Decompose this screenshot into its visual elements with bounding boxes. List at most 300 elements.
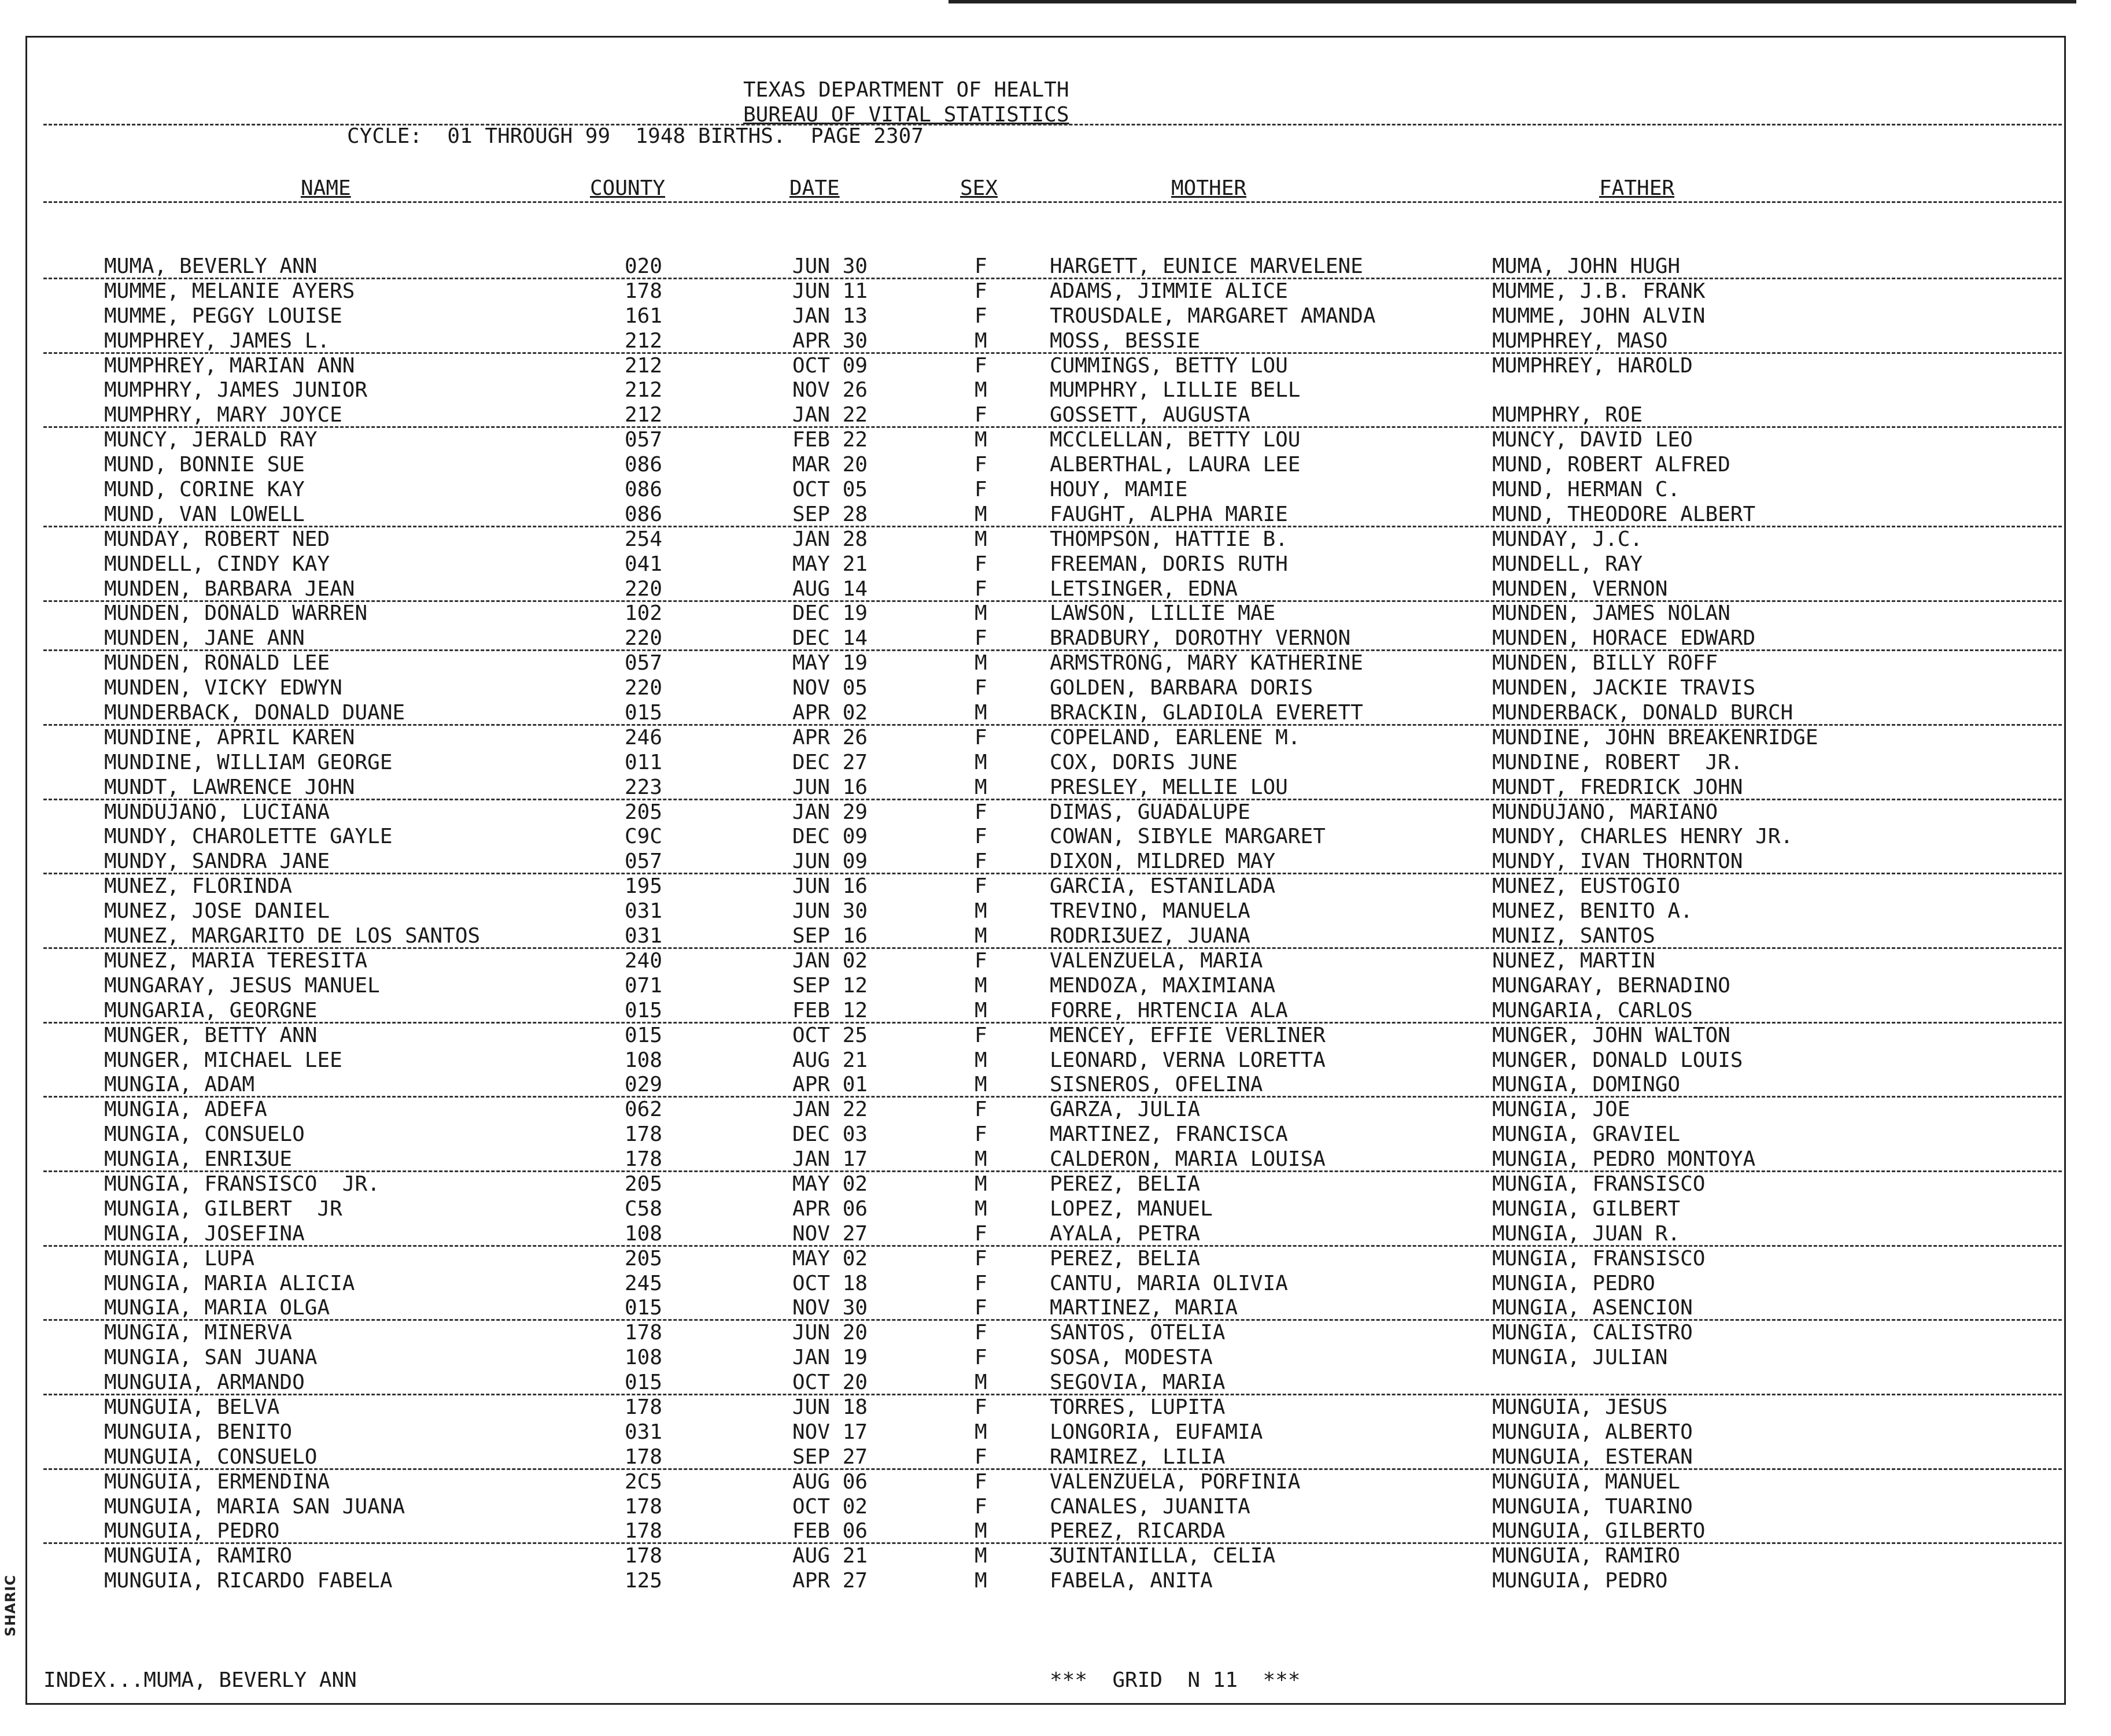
cell-mother: PRESLEY, MELLIE LOU [1050,775,1288,799]
cell-date: FEB 12 [792,998,868,1022]
cell-name: MUNDAY, ROBERT NED [104,527,330,551]
cell-mother: ARMSTRONG, MARY KATHERINE [1050,651,1363,675]
table-row [0,899,2111,924]
cell-date: AUG 14 [792,577,868,601]
cell-mother: CANALES, JUANITA [1050,1494,1250,1519]
cell-county: 011 [625,750,663,774]
table-row [0,403,2111,428]
cell-name: MUNDERBACK, DONALD DUANE [104,701,405,725]
cell-father: MUNGUIA, JESUS [1492,1395,1668,1419]
cell-county: 108 [625,1346,663,1370]
cell-name: MUMPHRY, JAMES JUNIOR [104,378,368,402]
table-row [0,651,2111,676]
cell-sex: F [975,874,987,899]
cell-date: FEB 06 [792,1519,868,1543]
table-row [0,1321,2111,1346]
cell-father: MUNGIA, PEDRO [1492,1271,1655,1295]
cell-county: 015 [625,1371,663,1395]
cell-date: JUN 18 [792,1395,868,1419]
cell-father: MUNDT, FREDRICK JOHN [1492,775,1743,799]
cell-sex: F [975,279,987,303]
table-row [0,1098,2111,1122]
cell-county: 178 [625,1122,663,1147]
cell-father: MUMA, JOHN HUGH [1492,254,1681,278]
cell-sex: M [975,775,987,799]
cell-mother: THOMPSON, HATTIE B. [1050,527,1288,551]
cell-county: 195 [625,874,663,899]
table-row [0,1147,2111,1172]
table-row [0,254,2111,279]
cell-sex: M [975,899,987,924]
cell-mother: FREEMAN, DORIS RUTH [1050,552,1288,576]
column-header-mother: MOTHER [1171,176,1247,200]
cell-county: 057 [625,849,663,874]
cell-mother: AYALA, PETRA [1050,1221,1201,1246]
cell-sex: M [975,1196,987,1221]
table-row [0,1569,2111,1594]
cell-father: MUNGIA, FRANSISCO [1492,1172,1706,1196]
cell-name: MUMPHREY, JAMES L. [104,328,330,353]
cell-father: MUNDERBACK, DONALD BURCH [1492,701,1793,725]
cell-county: 015 [625,1023,663,1047]
cell-name: MUNGIA, ENRIƷUE [104,1147,293,1172]
cell-county: 220 [625,577,663,601]
cell-county: 223 [625,775,663,799]
table-row [0,1222,2111,1247]
cell-mother: PEREZ, BELIA [1050,1172,1201,1196]
cell-sex: F [975,849,987,874]
top-edge-rule [949,0,2076,3]
cell-date: JUN 20 [792,1321,868,1345]
cell-sex: M [975,651,987,675]
cell-county: 086 [625,453,663,477]
cell-mother: BRADBURY, DOROTHY VERNON [1050,626,1351,651]
records-table [0,254,2111,1594]
cell-father: MUND, HERMAN C. [1492,478,1681,502]
table-row [0,378,2111,403]
cell-name: MUNEZ, FLORINDA [104,874,293,899]
cell-father: MUNIZ, SANTOS [1492,924,1655,948]
cell-sex: M [975,502,987,526]
cell-mother: ALBERTHAL, LAURA LEE [1050,453,1301,477]
cell-date: DEC 03 [792,1122,868,1147]
column-header-county: COUNTY [590,176,666,200]
cell-mother: RAMIREZ, LILIA [1050,1445,1226,1469]
cell-date: APR 30 [792,328,868,353]
cell-mother: MARTINEZ, MARIA [1050,1296,1238,1320]
cell-date: JAN 29 [792,800,868,824]
cell-sex: F [975,353,987,378]
cell-name: MUNGUIA, PEDRO [104,1519,280,1543]
cell-sex: M [975,1569,987,1593]
cell-name: MUNGARAY, JESUS MANUEL [104,973,380,998]
cell-county: 108 [625,1221,663,1246]
cell-name: MUNDEN, JANE ANN [104,626,305,651]
cell-mother: SEGOVIA, MARIA [1050,1371,1226,1395]
cell-name: MUNDY, SANDRA JANE [104,849,330,874]
cell-sex: F [975,1346,987,1370]
table-row [0,1073,2111,1098]
table-row [0,354,2111,379]
cell-sex: M [975,1420,987,1444]
cell-date: OCT 20 [792,1371,868,1395]
cell-name: MUNGIA, FRANSISCO JR. [104,1172,380,1196]
cell-sex: F [975,800,987,824]
cell-name: MUNDT, LAWRENCE JOHN [104,775,355,799]
table-row [0,1544,2111,1569]
cell-date: APR 06 [792,1196,868,1221]
column-header-divider [43,201,2062,203]
cell-sex: F [975,304,987,328]
cell-sex: F [975,478,987,502]
table-row [0,1470,2111,1495]
cell-mother: SISNEROS, OFELINA [1050,1073,1263,1097]
cell-county: 2C5 [625,1469,663,1494]
cell-mother: MOSS, BESSIE [1050,328,1201,353]
cell-date: APR 01 [792,1073,868,1097]
cell-county: 178 [625,1147,663,1172]
table-row [0,329,2111,354]
cell-date: APR 26 [792,725,868,749]
cell-sex: F [975,825,987,849]
cell-county: 020 [625,254,663,278]
cell-father: MUNGIA, ASENCION [1492,1296,1693,1320]
cell-mother: DIMAS, GUADALUPE [1050,800,1250,824]
cell-sex: F [975,254,987,278]
cell-county: 057 [625,428,663,452]
column-header-father: FATHER [1599,176,1675,200]
cell-date: JAN 28 [792,527,868,551]
cell-county: 212 [625,378,663,402]
cell-county: 220 [625,676,663,700]
cell-date: JUN 11 [792,279,868,303]
cell-father: MUNDEN, HORACE EDWARD [1492,626,1756,651]
cell-county: 212 [625,328,663,353]
cell-sex: F [975,1246,987,1270]
cell-name: MUNGIA, ADAM [104,1073,255,1097]
cell-mother: TROUSDALE, MARGARET AMANDA [1050,304,1376,328]
cell-father: MUNGUIA, ALBERTO [1492,1420,1693,1444]
table-row [0,726,2111,751]
cell-sex: F [975,1221,987,1246]
table-row [0,626,2111,651]
cell-date: JAN 22 [792,1098,868,1122]
cell-father: MUNGER, DONALD LOUIS [1492,1048,1743,1072]
cell-name: MUMPHRY, MARY JOYCE [104,403,342,427]
cell-county: C9C [625,825,663,849]
cell-mother: FABELA, ANITA [1050,1569,1213,1593]
cell-date: JAN 19 [792,1346,868,1370]
cell-father: MUNDY, CHARLES HENRY JR. [1492,825,1793,849]
cell-name: MUNEZ, MARGARITO DE LOS SANTOS [104,924,481,948]
cell-mother: SOSA, MODESTA [1050,1346,1213,1370]
cell-name: MUND, VAN LOWELL [104,502,305,526]
cell-name: MUMME, MELANIE AYERS [104,279,355,303]
cell-county: 086 [625,502,663,526]
cell-mother: CANTU, MARIA OLIVIA [1050,1271,1288,1295]
cell-date: NOV 26 [792,378,868,402]
cell-date: SEP 27 [792,1445,868,1469]
cell-name: MUNGIA, LUPA [104,1246,255,1270]
cell-father: MUNDINE, ROBERT JR. [1492,750,1743,774]
cell-date: JUN 30 [792,254,868,278]
table-row [0,453,2111,478]
cell-county: C58 [625,1196,663,1221]
cell-name: MUNGIA, CONSUELO [104,1122,305,1147]
cell-mother: PEREZ, RICARDA [1050,1519,1226,1543]
cell-name: MUNGIA, ADEFA [104,1098,267,1122]
cell-date: APR 02 [792,701,868,725]
cell-sex: F [975,676,987,700]
table-row [0,800,2111,825]
cell-mother: DIXON, MILDRED MAY [1050,849,1276,874]
cell-mother: LONGORIA, EUFAMIA [1050,1420,1263,1444]
cell-name: MUMA, BEVERLY ANN [104,254,318,278]
table-row [0,751,2111,775]
cell-father: MUNDEN, VERNON [1492,577,1668,601]
cell-name: MUNGARIA, GEORGNE [104,998,318,1022]
cell-father: MUNDEN, BILLY ROFF [1492,651,1718,675]
cell-date: MAR 20 [792,453,868,477]
cell-date: APR 27 [792,1569,868,1593]
cell-mother: MUMPHRY, LILLIE BELL [1050,378,1301,402]
cell-sex: M [975,1519,987,1543]
cell-father: MUNDAY, J.C. [1492,527,1643,551]
cell-date: DEC 09 [792,825,868,849]
table-row [0,1395,2111,1420]
table-row [0,874,2111,899]
table-row [0,974,2111,999]
cell-mother: FAUGHT, ALPHA MARIE [1050,502,1288,526]
cell-date: SEP 28 [792,502,868,526]
cell-name: MUNGUIA, RICARDO FABELA [104,1569,393,1593]
table-row [0,924,2111,949]
cell-name: MUNDEN, VICKY EDWYN [104,676,342,700]
cell-father: NUNEZ, MARTIN [1492,948,1655,973]
cell-date: MAY 02 [792,1172,868,1196]
cell-mother: LAWSON, LILLIE MAE [1050,601,1276,626]
cell-father: MUNGARAY, BERNADINO [1492,973,1730,998]
cell-sex: M [975,1172,987,1196]
cell-father: MUMME, J.B. FRANK [1492,279,1706,303]
cell-county: 205 [625,1172,663,1196]
cell-father: MUMPHREY, MASO [1492,328,1668,353]
table-row [0,1122,2111,1147]
table-row [0,1197,2111,1222]
cell-father: MUNGIA, JUAN R. [1492,1221,1681,1246]
table-row [0,478,2111,503]
cell-name: MUNGIA, MINERVA [104,1321,293,1345]
cell-name: MUNGIA, SAN JUANA [104,1346,318,1370]
cell-mother: LETSINGER, EDNA [1050,577,1238,601]
cell-sex: F [975,403,987,427]
cell-sex: F [975,1494,987,1519]
cell-name: MUND, BONNIE SUE [104,453,305,477]
cell-sex: M [975,750,987,774]
cell-name: MUNDUJANO, LUCIANA [104,800,330,824]
cell-father: MUNGIA, GILBERT [1492,1196,1681,1221]
cell-father: MUNEZ, EUSTOGIO [1492,874,1681,899]
table-row [0,1296,2111,1321]
cell-county: 015 [625,1296,663,1320]
cell-county: 220 [625,626,663,651]
side-label: SHARIC [2,1575,19,1637]
cell-sex: M [975,998,987,1022]
cell-father: MUNGARIA, CARLOS [1492,998,1693,1022]
cell-county: 246 [625,725,663,749]
cell-father: MUMPHREY, HAROLD [1492,353,1693,378]
table-row [0,527,2111,552]
cell-father: MUNGUIA, RAMIRO [1492,1544,1681,1568]
cell-name: MUNGER, MICHAEL LEE [104,1048,342,1072]
table-row [0,1445,2111,1470]
cell-name: MUNGIA, JOSEFINA [104,1221,305,1246]
cell-county: 178 [625,1445,663,1469]
cell-date: OCT 09 [792,353,868,378]
cell-date: SEP 16 [792,924,868,948]
cell-father: MUND, THEODORE ALBERT [1492,502,1756,526]
table-row [0,676,2111,701]
cell-mother: GOSSETT, AUGUSTA [1050,403,1250,427]
cell-date: OCT 18 [792,1271,868,1295]
table-row [0,552,2111,577]
cell-father: MUNGUIA, TUARINO [1492,1494,1693,1519]
cell-date: AUG 21 [792,1048,868,1072]
cell-sex: F [975,453,987,477]
cell-mother: CUMMINGS, BETTY LOU [1050,353,1288,378]
cell-name: MUNDEN, DONALD WARREN [104,601,368,626]
cell-father: MUNDINE, JOHN BREAKENRIDGE [1492,725,1818,749]
cell-mother: MARTINEZ, FRANCISCA [1050,1122,1288,1147]
cell-mother: TORRES, LUPITA [1050,1395,1226,1419]
cell-sex: M [975,527,987,551]
cell-county: 178 [625,1395,663,1419]
cell-father: MUNGIA, GRAVIEL [1492,1122,1681,1147]
cell-name: MUNGER, BETTY ANN [104,1023,318,1047]
cell-sex: M [975,1073,987,1097]
cell-sex: F [975,725,987,749]
column-header-date: DATE [789,176,840,200]
cell-county: 041 [625,552,663,576]
cell-date: DEC 19 [792,601,868,626]
cell-county: 029 [625,1073,663,1097]
cell-sex: F [975,1445,987,1469]
header-divider [43,124,2062,125]
cell-mother: MCCLELLAN, BETTY LOU [1050,428,1301,452]
cell-date: MAY 02 [792,1246,868,1270]
cell-father: MUNEZ, BENITO A. [1492,899,1693,924]
cell-sex: M [975,701,987,725]
table-row [0,1495,2111,1520]
cell-name: MUMPHREY, MARIAN ANN [104,353,355,378]
cell-county: 057 [625,651,663,675]
cell-father: MUMPHRY, ROE [1492,403,1643,427]
cell-father: MUNGIA, DOMINGO [1492,1073,1681,1097]
cell-county: 178 [625,1544,663,1568]
cell-father: MUNGIA, CALISTRO [1492,1321,1693,1345]
table-row [0,949,2111,974]
cell-name: MUNEZ, JOSE DANIEL [104,899,330,924]
cell-county: 178 [625,1494,663,1519]
cell-date: MAY 19 [792,651,868,675]
cell-date: JUN 16 [792,874,868,899]
cell-mother: ƷUINTANILLA, CELIA [1050,1544,1276,1568]
cell-father: MUNGIA, FRANSISCO [1492,1246,1706,1270]
cell-mother: MENDOZA, MAXIMIANA [1050,973,1276,998]
cell-father: MUNGER, JOHN WALTON [1492,1023,1730,1047]
cell-father: MUNGIA, JULIAN [1492,1346,1668,1370]
table-row [0,304,2111,329]
cell-county: 212 [625,353,663,378]
cell-sex: F [975,1395,987,1419]
cell-name: MUNGUIA, ERMENDINA [104,1469,330,1494]
cell-date: NOV 17 [792,1420,868,1444]
cell-mother: FORRE, HRTENCIA ALA [1050,998,1288,1022]
cell-date: OCT 02 [792,1494,868,1519]
cell-date: NOV 30 [792,1296,868,1320]
cell-date: NOV 27 [792,1221,868,1246]
cell-sex: M [975,973,987,998]
header-bureau: BUREAU OF VITAL STATISTICS [743,103,1069,127]
cell-sex: F [975,948,987,973]
table-row [0,1247,2111,1272]
cell-date: JAN 22 [792,403,868,427]
cell-sex: F [975,1321,987,1345]
cell-mother: BRACKIN, GLADIOLA EVERETT [1050,701,1363,725]
cell-sex: M [975,1371,987,1395]
cell-sex: F [975,552,987,576]
cell-mother: COPELAND, EARLENE M. [1050,725,1301,749]
cell-name: MUNGUIA, RAMIRO [104,1544,293,1568]
cell-date: AUG 06 [792,1469,868,1494]
column-header-name: NAME [301,176,351,200]
table-row [0,1519,2111,1544]
cell-mother: SANTOS, OTELIA [1050,1321,1226,1345]
cell-name: MUNEZ, MARIA TERESITA [104,948,368,973]
cell-name: MUNGUIA, BELVA [104,1395,280,1419]
cell-father: MUMME, JOHN ALVIN [1492,304,1706,328]
cell-county: 015 [625,701,663,725]
header-cycle: CYCLE: 01 THROUGH 99 1948 BIRTHS. PAGE 2307 [347,124,924,148]
cell-county: 031 [625,899,663,924]
cell-county: 205 [625,800,663,824]
cell-sex: F [975,1098,987,1122]
cell-county: 245 [625,1271,663,1295]
cell-date: NOV 05 [792,676,868,700]
cell-father: MUNGUIA, MANUEL [1492,1469,1681,1494]
cell-name: MUNGIA, GILBERT JR [104,1196,342,1221]
cell-date: JAN 02 [792,948,868,973]
cell-father: MUNCY, DAVID LEO [1492,428,1693,452]
table-row [0,999,2111,1024]
cell-sex: M [975,1147,987,1172]
cell-sex: M [975,428,987,452]
cell-father: MUNGIA, PEDRO MONTOYA [1492,1147,1756,1172]
cell-sex: M [975,1544,987,1568]
cell-sex: F [975,1023,987,1047]
table-row [0,503,2111,527]
cell-name: MUNCY, JERALD RAY [104,428,318,452]
cell-father: MUNDY, IVAN THORNTON [1492,849,1743,874]
table-row [0,775,2111,800]
table-row [0,849,2111,874]
table-row [0,1346,2111,1371]
cell-sex: M [975,924,987,948]
cell-date: DEC 27 [792,750,868,774]
cell-sex: M [975,1048,987,1072]
cell-county: 062 [625,1098,663,1122]
cell-mother: GOLDEN, BARBARA DORIS [1050,676,1313,700]
